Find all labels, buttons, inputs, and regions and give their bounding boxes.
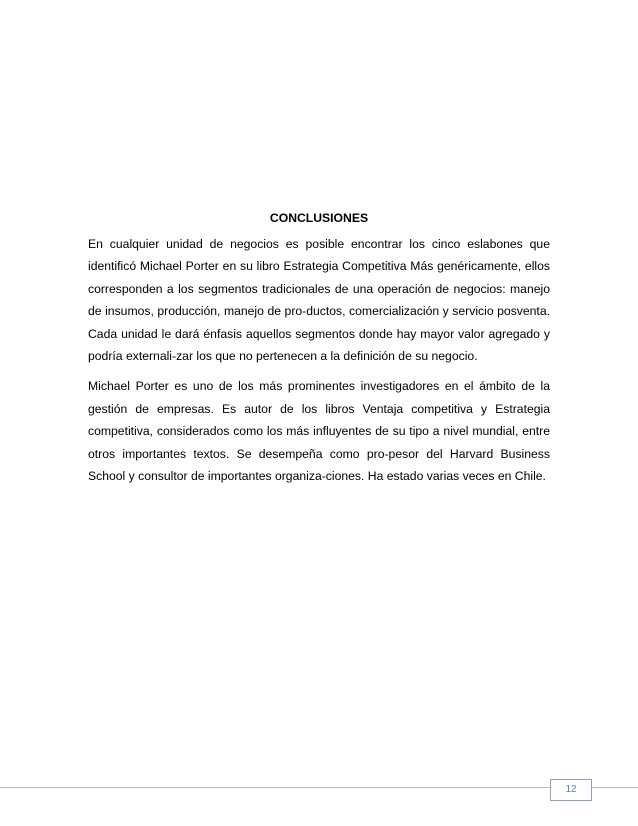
section-heading: CONCLUSIONES (269, 211, 369, 225)
paragraph-1: En cualquier unidad de negocios es posible encontrar los cinco eslabones que identificó Michael Porter en su libro Estrategia Competitiva Más genéricamente, ellos corresponden a los segmentos tradicionales de una operación de negocios: manejo de insumos, producción, manejo de pro-ductos, comercialización y servicio posventa. Cada unidad le dará énfasis aquellos segmentos donde hay mayor valor agregado y podría externali-zar los que no pertenecen a la definición de su negocio. (88, 237, 550, 364)
paragraph-2: Michael Porter es uno de los más prominentes investigadores en el ámbito de la gestión de empresas. Es autor de los libros Ventaja competitiva y Estrategia competitiva, considerados como los más influyentes de su tipo a nivel mundial, entre otros importantes textos. Se desempeña como pro-pesor del Harvard Business School y consultor de importantes organiza-ciones. Ha estado varias veces en Chile. (88, 379, 550, 484)
footer-divider (0, 787, 638, 788)
page-number: 12 (550, 779, 592, 801)
body-text (88, 233, 550, 487)
